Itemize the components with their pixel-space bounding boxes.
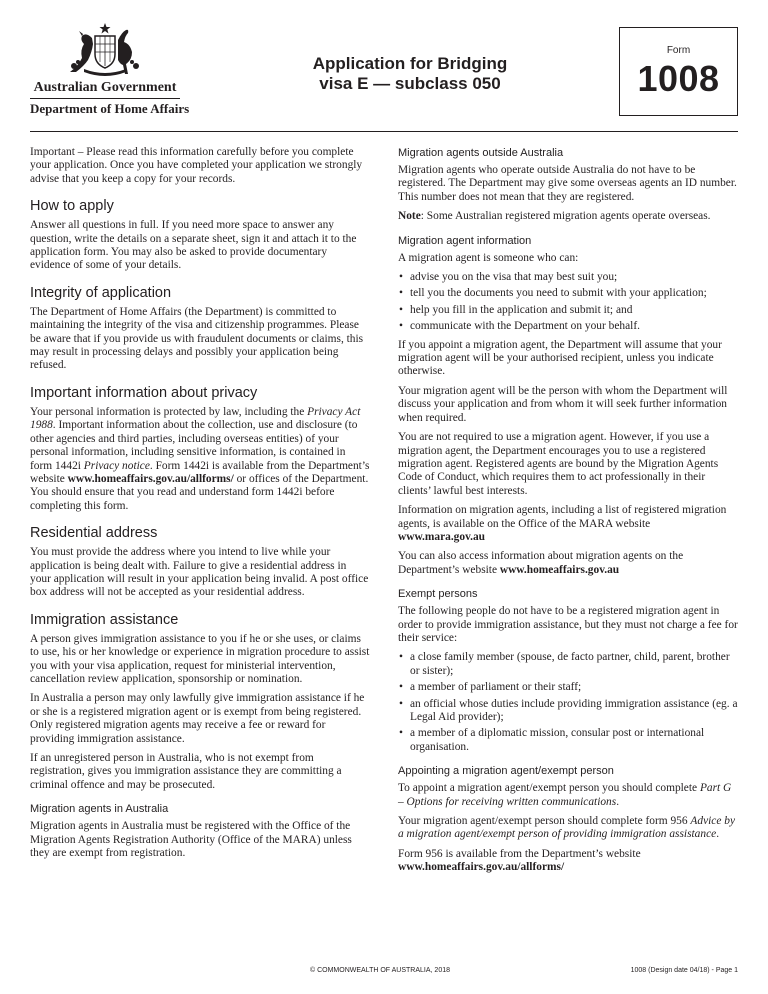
immigration-text-3: If an unregistered person in Australia, who is not exempt from registration, gives you immigration assistance they are committing a criminal offence and may be prosecuted. xyxy=(30,752,342,791)
form-number-box xyxy=(619,27,738,116)
agent-info-list xyxy=(398,271,738,334)
agents-outside-text: Migration agents who operate outside Australia do not have to be registered. The Department may give some overseas agents an ID number. This number does not mean that they are registered. xyxy=(398,164,737,203)
exempt-intro: The following people do not have to be a registered migration agent in order to provide immigration assistance, but they must not charge a fee for their service: xyxy=(398,605,738,644)
agent-info-text-2: Your migration agent will be the person with whom the Department will discuss your application and from whom it will seek further information when required. xyxy=(398,384,728,424)
residential-text: You must provide the address where you intend to live while your application is being dealt with. Failure to give a residential address in your application will result in your application being invalid. A post office box address will not be accepted as your residential address. xyxy=(30,546,369,599)
appoint-text-1: To appoint a migration agent/exempt person you should complete Part G – Options for receiving written communications. xyxy=(398,782,732,808)
left-column xyxy=(30,146,370,866)
right-column xyxy=(398,146,738,881)
list-item: • a member of parliament or their staff; xyxy=(398,681,738,694)
agents-outside-heading: Migration agents outside Australia xyxy=(398,147,564,159)
allforms-link[interactable]: www.homeaffairs.gov.au/allforms/ xyxy=(67,472,234,485)
list-item: • advise you on the visa that may best suit you; xyxy=(398,271,738,284)
page-info-footer: 1008 (Design date 04/18) - Page 1 xyxy=(630,967,738,974)
list-item: • help you fill in the application and submit it; and xyxy=(398,304,738,317)
appoint-text-2: Your migration agent/exempt person should complete form 956 Advice by a migration agent/exempt person of providing immigration assistance. xyxy=(398,815,736,841)
mara-link[interactable]: www.mara.gov.au xyxy=(398,530,486,543)
form-number: 1008 xyxy=(637,58,720,99)
list-item: • tell you the documents you need to submit with your application; xyxy=(398,287,738,300)
copyright-footer: © COMMONWEALTH OF AUSTRALIA, 2018 xyxy=(310,967,450,974)
agents-in-australia-text: Migration agents in Australia must be registered with the Office of the Migration Agents Registration Authority (Office of the MARA) unless they are exempt from registration. xyxy=(30,820,352,860)
integrity-heading: Integrity of application xyxy=(30,284,172,301)
immigration-text-2: In Australia a person may only lawfully give immigration assistance if he or she is a registered migration agent or is exempt from being registered. Only registered migration agents may receive a fee or reward for providing immigration assistance. xyxy=(30,692,365,745)
list-item: • a close family member (spouse, de facto partner, child, parent, brother or sister); xyxy=(398,651,738,678)
immigration-text-1: A person gives immigration assistance to you if he or she uses, or claims to use, his or her knowledge or experience in migration procedure to assist you with your visa application, request for ministerial intervention, cancellation review application, sponsorship or nomination. xyxy=(30,632,370,685)
how-to-apply-heading: How to apply xyxy=(30,198,114,215)
agent-info-text-1: If you appoint a migration agent, the Department will assume that your migration agent will be your authorised recipient, unless you indicate otherwise. xyxy=(398,338,722,378)
agent-info-intro: A migration agent is someone who can: xyxy=(398,251,579,264)
agents-in-australia-heading: Migration agents in Australia xyxy=(30,803,169,816)
appoint-heading: Appointing a migration agent/exempt person xyxy=(398,765,614,778)
form-label: Form xyxy=(666,45,691,56)
privacy-notice-title: Privacy notice xyxy=(83,459,150,472)
agent-info-text-3: You are not required to use a migration agent. However, if you use a migration agent, the Department encourages you to use a registered migration agent. Registered agents are bound by the Migration Agents Code of Conduct, which requires them to act professionally in their clients’ lawful best interests. xyxy=(398,431,719,497)
list-item: • communicate with the Department on your behalf. xyxy=(398,320,738,333)
exempt-heading: Exempt persons xyxy=(398,588,478,601)
privacy-heading: Important information about privacy xyxy=(30,384,258,401)
homeaffairs-link[interactable]: www.homeaffairs.gov.au xyxy=(499,563,620,576)
integrity-text: The Department of Home Affairs (the Department) is committed to maintaining the integrity of the visa and citizenship programmes. Please be aware that if you provide us with fraudulent documents or claims, this may result in processing delays and possibly your application being refused. xyxy=(30,305,364,372)
form-title-line-2: visa E — subclass 050 xyxy=(319,74,501,93)
list-item: • a member of a diplomatic mission, consular post or international organisation. xyxy=(398,727,738,754)
appoint-text-3: Form 956 is available from the Department’s website www.homeaffairs.gov.au/allforms/ xyxy=(398,847,641,874)
intro-text: Important – Please read this information carefully before you complete your application. Once you have completed your application we strongly advise that you keep a copy for your records. xyxy=(30,146,363,185)
how-to-apply-text: Answer all questions in full. If you need more space to answer any question, write the details on a separate sheet, sign it and attach it to the application form. You may also be asked to provide documentary evidence of some of your details. xyxy=(30,219,357,272)
agent-info-text-4: Information on migration agents, including a list of registered migration agents, is available on the Office of the MARA website www.mara.gov.au xyxy=(398,504,727,543)
department-name: Department of Home Affairs xyxy=(30,101,190,116)
list-item: • an official whose duties include providing immigration assistance (eg. a Legal Aid provider); xyxy=(398,698,738,725)
note-text: Note: Some Australian registered migration agents operate overseas. xyxy=(398,210,711,223)
exempt-list xyxy=(398,651,738,754)
residential-heading: Residential address xyxy=(30,525,158,542)
coat-of-arms-logo xyxy=(62,22,148,78)
agent-info-text-5: You can also access information about migration agents on the Department’s website www.homeaffairs.gov.au xyxy=(398,550,684,576)
privacy-text: Your personal information is protected by law, including the Privacy Act 1988. Important information about the collection, use and disclosure (to other agencies and third parties, including overseas entities) of your personal information, including sensitive information, is contained in form 1442i Privacy notice. Form 1442i is available from the Department’s website www.homeaffairs.gov.au/allforms/ or offices of the Department. You should ensure that you read and understand form 1442i before completing this form. xyxy=(30,405,370,512)
form-title xyxy=(280,54,540,94)
allforms-link-2[interactable]: www.homeaffairs.gov.au/allforms/ xyxy=(398,861,565,874)
government-name: Australian Government xyxy=(33,80,177,95)
immigration-heading: Immigration assistance xyxy=(30,611,179,628)
form-title-line-1: Application for Bridging xyxy=(312,54,508,73)
privacy-act-title: Privacy Act 1988 xyxy=(30,405,361,432)
agent-info-heading: Migration agent information xyxy=(398,234,532,247)
header-divider xyxy=(30,131,738,132)
form-956-title: Advice by a migration agent/exempt person of providing immigration assistance xyxy=(398,815,736,841)
part-g-title: Part G – Options for receiving written communications xyxy=(398,782,732,808)
logo-divider xyxy=(30,98,180,99)
